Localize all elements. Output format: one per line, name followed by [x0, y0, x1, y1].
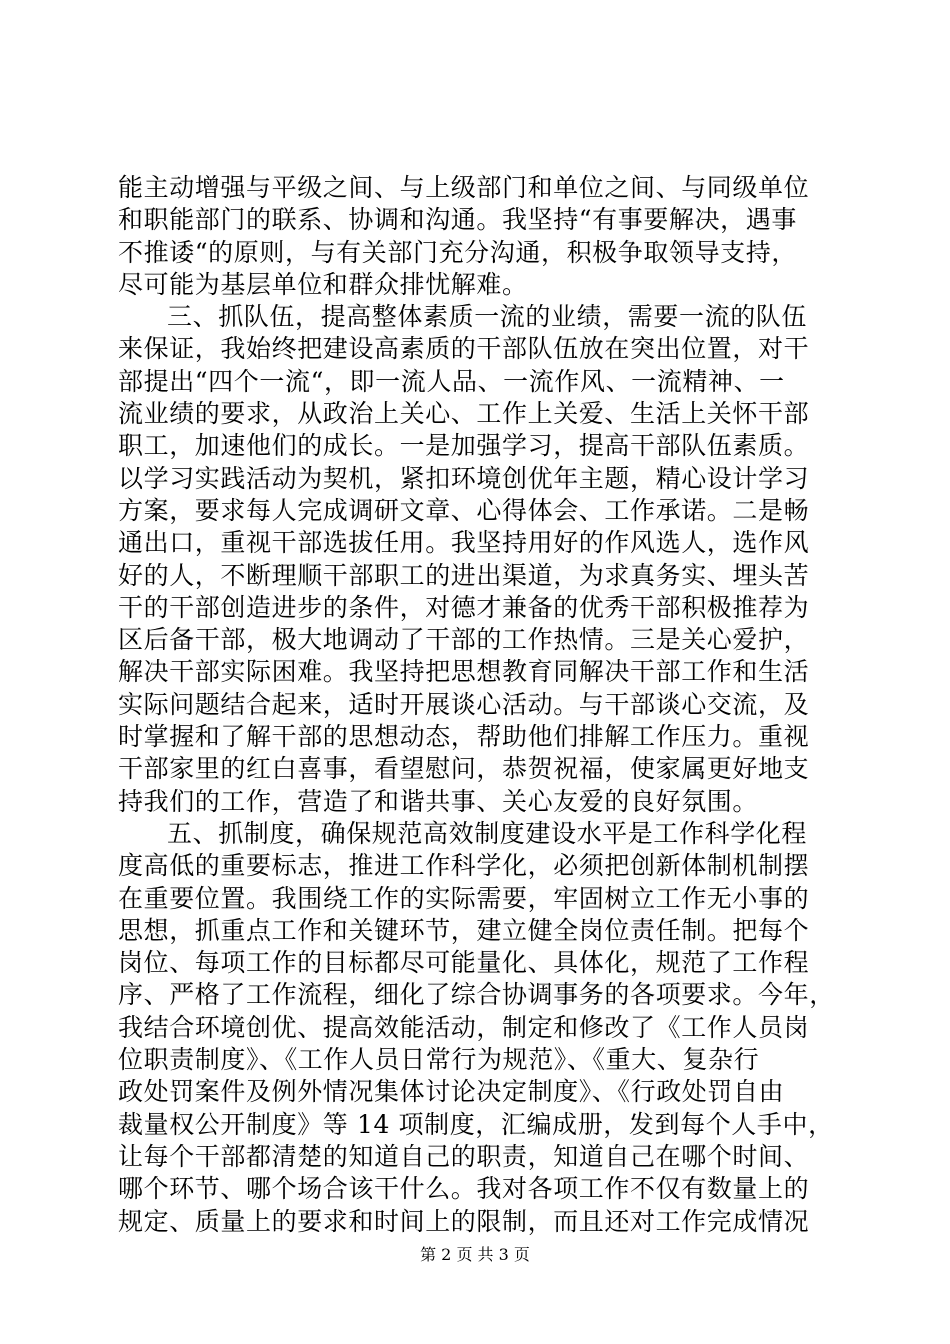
text-line: 思想，抓重点工作和关键环节，建立健全岗位责任制。把每个	[118, 915, 810, 945]
text-line: 岗位、每项工作的目标都尽可能量化、具体化，规范了工作程	[118, 948, 810, 978]
page-footer: 第 2 页 共 3 页	[420, 1245, 530, 1264]
text-line: 以学习实践活动为契机，紧扣环境创优年主题，精心设计学习	[118, 463, 810, 493]
text-line: 方案，要求每人完成调研文章、心得体会、工作承诺。二是畅	[118, 495, 810, 525]
text-line: 规定、质量上的要求和时间上的限制，而且还对工作完成情况	[118, 1206, 810, 1236]
text-line: 裁量权公开制度》等 14 项制度，汇编成册，发到每个人手中，	[118, 1109, 834, 1139]
text-line: 不推诿“的原则，与有关部门充分沟通，积极争取领导支持，	[118, 237, 797, 267]
text-line: 在重要位置。我围绕工作的实际需要，牢固树立工作无小事的	[118, 883, 810, 913]
text-line: 序、严格了工作流程，细化了综合协调事务的各项要求。今年，	[118, 980, 835, 1010]
text-line: 职工，加速他们的成长。一是加强学习，提高干部队伍素质。	[118, 431, 810, 461]
text-line: 我结合环境创优、提高效能活动，制定和修改了《工作人员岗	[118, 1012, 810, 1042]
text-line: 解决干部实际困难。我坚持把思想教育同解决干部工作和生活	[118, 657, 810, 687]
text-line: 政处罚案件及例外情况集体讨论决定制度》、《行政处罚自由	[118, 1077, 785, 1107]
text-line: 区后备干部，极大地调动了干部的工作热情。三是关心爱护，	[118, 625, 810, 655]
body-text	[118, 172, 833, 1238]
text-line: 哪个环节、哪个场合该干什么。我对各项工作不仅有数量上的	[118, 1174, 810, 1204]
text-line: 部提出“四个一流“，即一流人品、一流作风、一流精神、一	[118, 366, 785, 396]
text-line: 让每个干部都清楚的知道自己的职责，知道自己在哪个时间、	[118, 1141, 810, 1171]
text-line: 通出口，重视干部选拔任用。我坚持用好的作风选人，选作风	[118, 528, 810, 558]
text-line: 持我们的工作，营造了和谐共事、关心友爱的良好氛围。	[118, 786, 759, 816]
text-line: 干的干部创造进步的条件，对德才兼备的优秀干部积极推荐为	[118, 592, 810, 622]
text-line: 干部家里的红白喜事，看望慰问，恭贺祝福，使家属更好地支	[118, 754, 810, 784]
text-line: 五、抓制度，确保规范高效制度建设水平是工作科学化程	[167, 818, 808, 848]
text-line: 实际问题结合起来，适时开展谈心活动。与干部谈心交流，及	[118, 689, 810, 719]
text-line: 能主动增强与平级之间、与上级部门和单位之间、与同级单位	[118, 173, 810, 202]
text-line: 位职责制度》、《工作人员日常行为规范》、《重大、复杂行	[118, 1045, 760, 1075]
text-line: 好的人，不断理顺干部职工的进出渠道，为求真务实、埋头苦	[118, 560, 810, 590]
text-line: 和职能部门的联系、协调和沟通。我坚持“有事要解决，遇事	[118, 205, 797, 235]
text-line: 三、抓队伍，提高整体素质一流的业绩，需要一流的队伍	[167, 302, 808, 332]
text-line: 来保证，我始终把建设高素质的干部队伍放在突出位置，对干	[118, 334, 810, 364]
text-line: 尽可能为基层单位和群众排忧解难。	[118, 269, 528, 299]
text-line: 流业绩的要求，从政治上关心、工作上关爱、生活上关怀干部	[118, 399, 810, 429]
text-line: 度高低的重要标志，推进工作科学化，必须把创新体制机制摆	[118, 851, 810, 881]
text-line: 时掌握和了解干部的思想动态，帮助他们排解工作压力。重视	[118, 722, 810, 752]
